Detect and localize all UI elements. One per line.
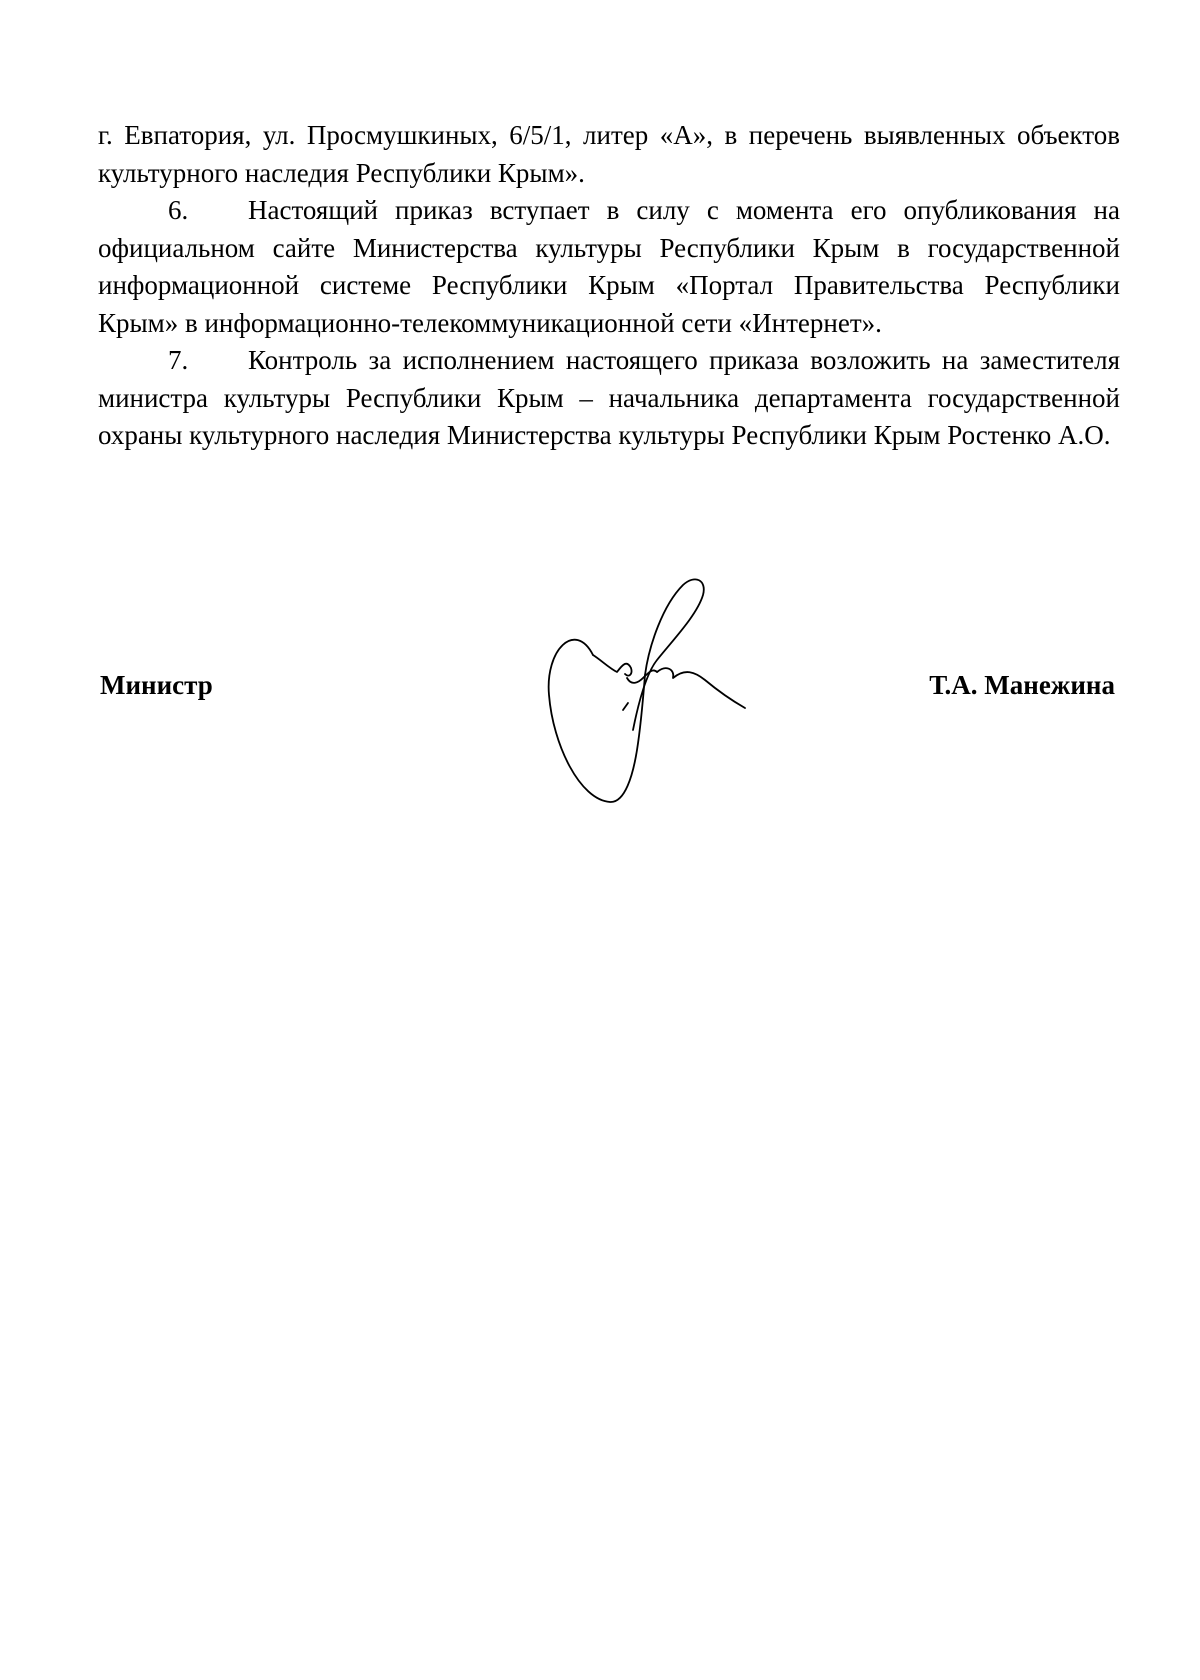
item-7-text: Контроль за исполнением настоящего приказа возложить на заместителя министра культуры Республики Крым – начальника департамента государственной охраны культурного наследия Министерства культуры Республики Крым Ростенко А.О. (98, 345, 1120, 450)
item-6-text: Настоящий приказ вступает в силу с момента его опубликования на официальном сайте Министерства культуры Республики Крым в государственной информационной системе Республики Крым «Портал Правительства Республики Крым» в информационно-телекоммуникационной сети «Интернет». (98, 195, 1120, 338)
signatory-name: Т.А. Манежина (929, 670, 1115, 700)
signatory-title: Министр (100, 670, 213, 700)
item-7-number: 7. (168, 345, 189, 375)
item-6-number: 6. (168, 195, 189, 225)
paragraph-continued: г. Евпатория, ул. Просмушкиных, 6/5/1, литер «А», в перечень выявленных объектов культурного наследия Республики Крым». (98, 120, 1120, 188)
item-6 (98, 192, 1120, 342)
handwritten-signature-icon (545, 560, 755, 810)
item-7 (98, 342, 1120, 455)
document-body (98, 117, 1120, 455)
